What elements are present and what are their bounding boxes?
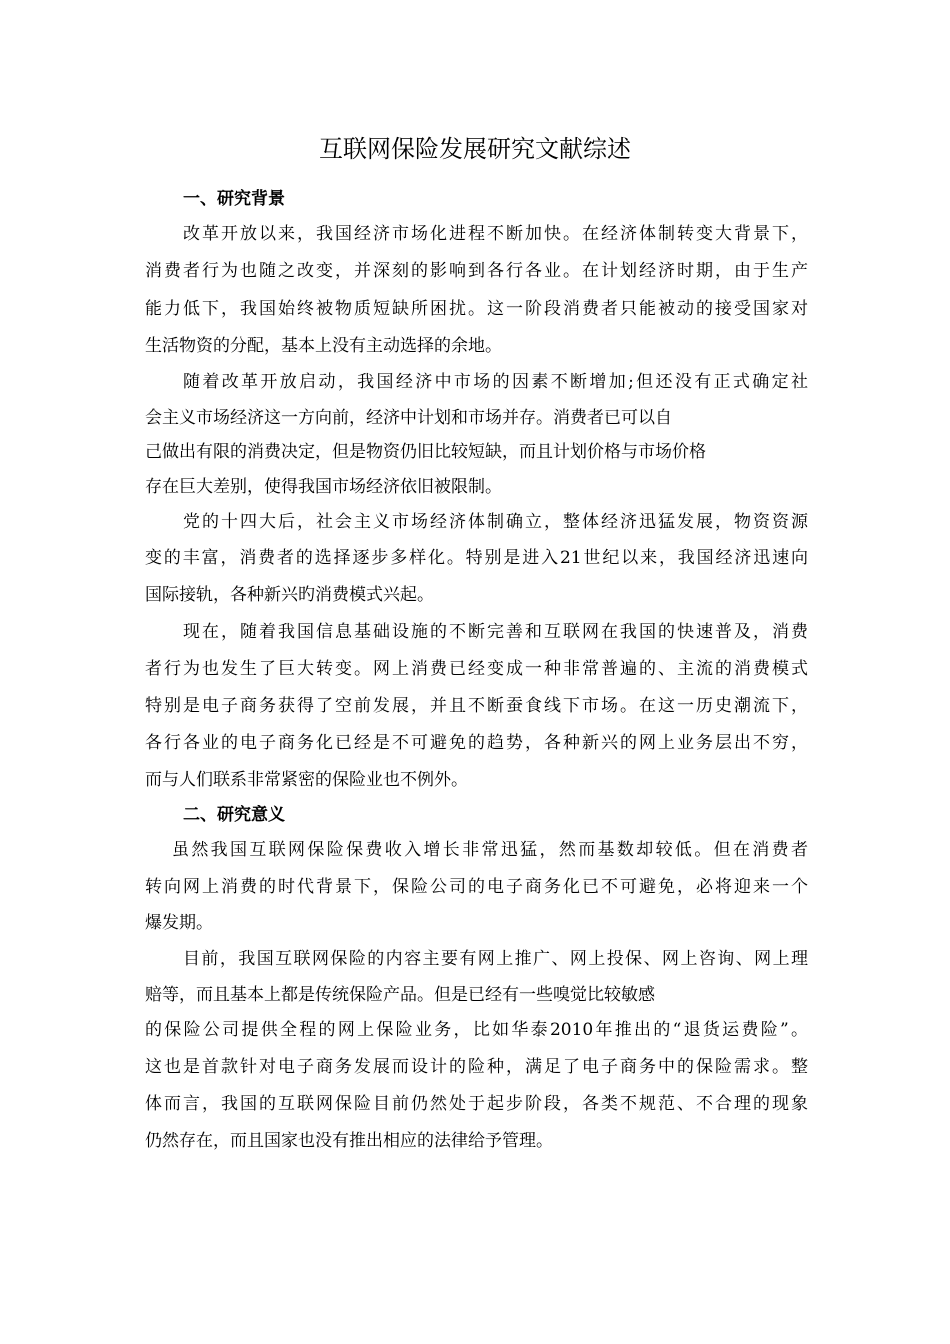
paragraph-line: 党的十四大后，社会主义市场经济体制确立，整体经济迅猛发展，物资资源: [183, 512, 808, 532]
paragraph-line: 的保险公司提供全程的网上保险业务，比如华泰2010年推出的“退货运费险”。: [145, 1020, 808, 1040]
paragraph-line: 者行为也发生了巨大转变。网上消费已经变成一种非常普遍的、主流的消费模式: [145, 659, 808, 679]
paragraph-line: 转向网上消费的时代背景下，保险公司的电子商务化已不可避免，必将迎来一个: [145, 877, 808, 897]
paragraph-line: 己做出有限的消费决定，但是物资仍旧比较短缺，而且计划价格与市场价格: [145, 442, 706, 462]
paragraph-line: 现在，随着我国信息基础设施的不断完善和互联网在我国的快速普及，消费: [183, 622, 808, 642]
paragraph-line: 目前，我国互联网保险的内容主要有网上推广、网上投保、网上咨询、网上理: [183, 949, 808, 969]
paragraph-line: 而与人们联系非常紧密的保险业也不例外。: [145, 770, 468, 790]
paragraph-line: 各行各业的电子商务化已经是不可避免的趋势，各种新兴的网上业务层出不穷，: [145, 733, 808, 753]
paragraph-line: 改革开放以来，我国经济市场化进程不断加快。在经济体制转变大背景下，: [183, 224, 808, 244]
paragraph-line: 能力低下，我国始终被物质短缺所困扰。这一阶段消费者只能被动的接受国家对: [145, 299, 808, 319]
paragraph-line: 变的丰富，消费者的选择逐步多样化。特别是进入21世纪以来，我国经济迅速向: [145, 548, 808, 568]
paragraph-line: 存在巨大差别，使得我国市场经济依旧被限制。: [145, 477, 502, 497]
paragraph-line: 这也是首款针对电子商务发展而设计的险种，满足了电子商务中的保险需求。整: [145, 1057, 808, 1077]
paragraph-line: 仍然存在，而且国家也没有推出相应的法律给予管理。: [145, 1131, 553, 1151]
paragraph-line: 消费者行为也随之改变，并深刻的影响到各行各业。在计划经济时期，由于生产: [145, 261, 808, 281]
paragraph-line: 赔等，而且基本上都是传统保险产品。但是已经有一些嗅觉比较敏感: [145, 985, 655, 1005]
paragraph-line: 爆发期。: [145, 913, 213, 933]
section-heading-background: 一、研究背景: [183, 189, 285, 209]
paragraph-line: 虽然我国互联网保险保费收入增长非常迅猛，然而基数却较低。但在消费者: [172, 840, 808, 860]
paragraph-line: 会主义市场经济这一方向前，经济中计划和市场并存。消费者已可以自: [145, 408, 672, 428]
paragraph-line: 体而言，我国的互联网保险目前仍然处于起步阶段，各类不规范、不合理的现象: [145, 1094, 808, 1114]
paragraph-line: 随着改革开放启动，我国经济中市场的因素不断增加;但还没有正式确定社: [183, 372, 808, 392]
document-title: 互联网保险发展研究文献综述: [319, 135, 631, 163]
paragraph-line: 特别是电子商务获得了空前发展，并且不断蚕食线下市场。在这一历史潮流下，: [145, 696, 808, 716]
section-heading-significance: 二、研究意义: [183, 805, 285, 825]
paragraph-line: 国际接轨，各种新兴旳消费模式兴起。: [145, 585, 434, 605]
paragraph-line: 生活物资的分配，基本上没有主动选择的余地。: [145, 336, 502, 356]
